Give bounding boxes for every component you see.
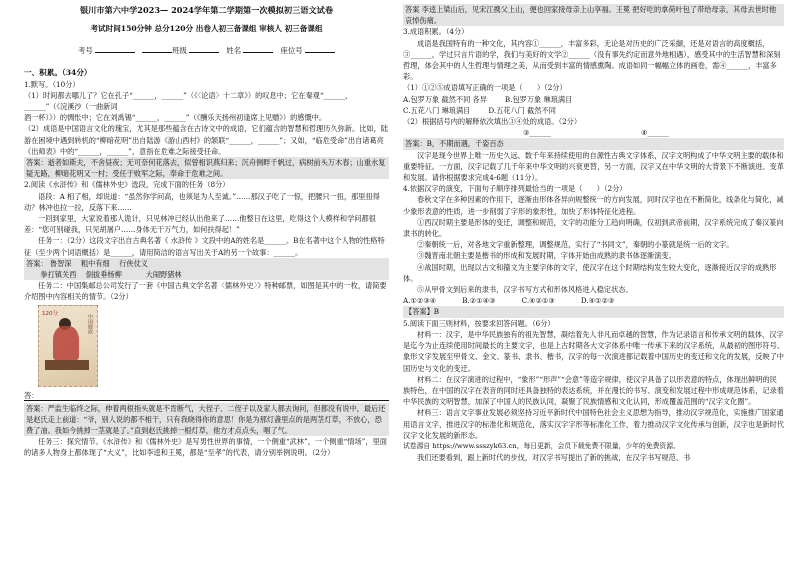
right-column [397, 0, 794, 562]
task-1-answer-item: 粗中有细 [80, 258, 110, 268]
q3-text: 成语是我国特有的一种文化，其内容①______，丰富多彩，无论是对历史的广泛采撷，还是对语言的高度概括，③______，学过只言片语的学，我们与美好的文学②______（没有事先约定而意外地相遇），感受其中的生活智慧和深刻哲理，体会其中的人生哲理与情理之美，从而受到丰富的情感熏陶。成语如同一幅幅立体的画卷，需④______，丰富多彩。 [403, 38, 781, 82]
task-1-answer-item: 鲁智深 [49, 258, 72, 268]
q4-option-c[interactable]: C.④②①③ [521, 296, 555, 306]
q4-text: 春秋文字在多种因素的作用下，逐渐由形体各异向规整统一的方向发展，同时汉字也在不断简化，线条化与简化，减少象形表意的性质，进一步削弱了字形的象形性，加快了形体特征化进程。 [403, 195, 784, 216]
exam-subtitle: 考试时间150分钟 总分120分 出卷人初三备课组 审核人 初三备课组 [90, 24, 323, 34]
task-2: 任务二：中国集邮总公司发行了一套《中国古典文学名著〈儒林外史〉》特种邮票，如图是其中的一枚，请简要介绍图中内容相关的情节。（2分） [24, 281, 387, 302]
q4-item-5: ⑤从甲骨文到后来的隶书，汉字书写方式和形体风格进入稳定状态。 [417, 285, 633, 295]
exam-title: 银川市第六中学2023— 2024学年第二学期第一次模拟初三语文试卷 [79, 5, 334, 15]
q3-sub-1: （1）①②⑤成语填写正确的一项是（ ）（2分） [403, 83, 567, 93]
stamp-area [38, 305, 389, 387]
q4-options [403, 295, 784, 306]
q2-passage-2: 一回到家里，大家说着那人诡计，只见林冲已经认出他来了……他整日在这里，吃得这个人模样和学问都很差：“您可别碰我，只见胡屠户……身体无干万气力，如何扶得起！” [24, 214, 376, 235]
final-paragraph: 我们还要看到，跟上新时代的步伐，对汉字书写提出了新的挑战，在汉字书写规范、书 [417, 453, 691, 463]
q1-answer: 答案：逝者如斯夫，不舍昼夜；无可奈何花落去，似曾相识燕归来；沉舟侧畔千帆过，病树前头万木春；山重水复疑无路，柳暗花明又一村；受任于败军之际，奉命于危难之间。 [24, 157, 389, 179]
answer-line[interactable]: 答： [24, 390, 389, 401]
q4-answer: 【答案】B [403, 306, 784, 317]
task-1: 任务一：（2分）这段文字出自古典名著《 水浒传 》文段中的A的姓名是______。B在名著中这个人物的性格特征（至少两个词语概括）是______，请用简洁的语言写出关于A的另一个故事：______。 [24, 236, 385, 257]
q3-blank-3[interactable]: ③______ [523, 128, 552, 138]
q3-heading: 3.成语积累。（4分） [403, 27, 469, 37]
source-watermark-line[interactable]: 试卷源自 https://www.ssszyk63.cn，每日更新，会员下载免费不限量，少年的免费资源。 [403, 441, 680, 450]
task-1-answer-item: 行侠仗义 [119, 258, 148, 268]
q4-item-2: ②秦朝统一后，对各地文字重新整理，调整规范，实行了“书同文”，秦朝的小篆就是统一后的文字。 [417, 240, 734, 250]
field-exam-number[interactable]: 考号 [78, 44, 135, 56]
field-class[interactable]: 班级 [142, 44, 219, 56]
field-seat[interactable]: 座位号 [280, 44, 335, 56]
q3-sub-2: （2）根据括号内的解释依次填出③④处的成语。（2分） [403, 117, 582, 127]
q3-option-d[interactable]: D.五花八门 截然不同 [488, 105, 556, 115]
q3-options-row-1 [403, 94, 784, 105]
task-1-answer-item: 倒拔垂杨柳 [85, 270, 122, 280]
q3-option-b[interactable]: B.包罗万象 琳琅满目 [504, 94, 573, 104]
q1-heading: 1.默写。（10分） [24, 79, 80, 89]
q4-option-b[interactable]: B.②①④③ [462, 296, 496, 306]
q3-blank-row [523, 127, 784, 138]
task-1-answer: 答案： 鲁智深 粗中有细 行侠仗义 [24, 258, 389, 269]
q2-passage: 语段：A 相了相，却说道：“虽然你学问高，也须是为人至诚。”……那汉子吃了一惊，把腰只一扭，那里扭得动？林冲也拉一拉，反落下来…… [24, 191, 380, 212]
q4-option-a[interactable]: A.①②③④ [403, 296, 437, 306]
material-1: 材料一：汉字，是中华民族独有的祖先智慧，凝结着先人非凡而卓越的智慧，作为记录语言和传承文明的载体，汉字是迄今为止连续使用时间最长的主要文字，也是上古时期各大文字体系中唯一传承下来的汉字系统，从最初的图形符号、象形文字发展至甲骨文、金文、篆书、隶书、楷书，汉字的每一次演进都记载着中国历史的变迁和文化的发展，反映了中国历史与文化的变迁。 [403, 329, 784, 373]
task-3-answer: 答案 李逵上梁山后，见宋江携父上山，便也回家接母亲上山享福。王冕 把好吃的拿荷叶包了带给母亲，其母去世时他哀悼伤痛。 [403, 4, 784, 26]
q1-line-3: （2）成语是中国语言文化的瑰宝，尤其是那些蕴含在古诗文中的成语，它们蕴含的智慧和哲理历久弥新。比如，陆游在困境中遇到转机的“柳暗花明”出自陆游《游山西村》的颔联“______，______”；又如，“临危受命”出自诸葛亮《出师表》中的“______，______”，意指在危难之际接受任命。 [24, 124, 388, 156]
task-3: 任务三：探究情节。《水浒传》和《儒林外史》是写男性世界的事情，一个侧重“武林”，一个侧重“情场”，里面的诸多人物身上都体现了“大义”，比如李逵和王冕，都是“至孝”的代表，请分别举例说明。（2分） [24, 437, 387, 458]
q4-item-3: ③魏晋南北朝主要是楷书的形成和发展时期，字体开始由成熟的隶书体逐渐演变。 [417, 251, 676, 261]
q4-option-d[interactable]: D.④①②③ [580, 296, 615, 306]
stamp-caption: 中国邮政 [87, 313, 93, 334]
q2-intro: 2.阅读《水浒传》和《儒林外史》选段，完成下面的任务（8分） [24, 180, 230, 190]
material-3: 材料三：语言文字事业发展必须坚持习近平新时代中国特色社会主义思想为指导，推动汉字规范化，实施推广国家通用语言文字，推进汉字的标准化和规范化，落实汉字字形等标准化工作，着力推动汉字文化传承与创新，汉字也是新时代汉字文化发展的新形态。 [403, 408, 784, 440]
q3-option-c[interactable]: C.五花八门 琳琅满目 [403, 105, 471, 115]
q3-option-a[interactable]: A.包罗万象 截然不同 各异 [403, 94, 487, 104]
task-1-answer-item: 大闹野猪林 [145, 270, 182, 280]
rulin-waishi-stamp-image [38, 305, 98, 387]
field-name[interactable]: 姓名 [226, 44, 273, 56]
task-1-answer-item: 拳打镇关西 [40, 270, 77, 280]
q3-answer: 答案：B，不期而遇，千姿百态 [403, 138, 784, 149]
q5-heading: 5.阅读下面三则材料，按要求回答问题。（6分） [403, 318, 555, 328]
q3-blank-4[interactable]: ④______ [641, 128, 670, 138]
passage-hanzi: 汉字是现今世界上唯一历史久远、数千年来持续使用的自源性古典文字体系，汉字文明构成了中华文明主要的载体和重要特征。一方面，汉字记载了几千年来中华文明的兴衰更替，另一方面，汉字又在中华文明的大背景下不断演进、变革和发展。请你根据要求完成4-6题（11分）。 [403, 150, 784, 183]
q4-heading: 4.依据汉字的演变，下面句子顺序排列最恰当的一项是（ ）（2分） [403, 184, 627, 194]
q4-item-1: ①西汉时期主要是形体的变迁，调整和规范，文字的功能分工趋向明确，仅初到武帝前期，汉字系统完成了秦汉篆向隶书的转化。 [403, 217, 784, 239]
q4-item-4: ④战国时期，出现以古文和籀文为主要字体的文字，使汉字在这个时期结构发生较大变化，逐渐接近汉字的成熟形体。 [403, 262, 777, 283]
q1-line-2: 酒一杯）》）的惆怅中；它在刘禹锡“______，______”（《酬乐天扬州初逢席上见赠》）的感慨中。 [24, 113, 327, 123]
material-2: 材料二：在汉字演进的过程中，“象形”“形声”“会意”等造字规律，使汉字具备了以形表意的特点，体现出鲜明的民族特色，在中国的汉字在表音的同时还具备独特的表达系统，并在漫长的书写、演变和发展过程中形成规范体系，记录着中华民族的文明智慧，加深了中国人的民族认同，凝聚了民族情感和文化认同，形成覆盖范围的“汉字文化圈”。 [403, 374, 784, 407]
task-2-answer: 答案：严监生临终之际，伸着两根指头就是不肯断气，大侄子、二侄子以及家人都去询问，但都没有说中，最后还是赵氏走上前道：“爷，别人说的都不相干，只有我晓得你的意思！你是为那灯盏里点的是两茎灯草，不放心，恐费了油。我如今挑掉一茎就是了。”直到赵氏挑掉一根灯草，他方才点点头，咽了气。 [24, 403, 389, 437]
stamp-value: 120分 [42, 310, 58, 317]
student-info-row [24, 44, 389, 56]
task-1-answer-line-2 [24, 269, 389, 280]
q3-options-row-2 [403, 105, 784, 116]
q1-line-1: （1）时间都去哪儿了？它在孔子“______，______”（《〈论语〉十二章》）的叹息中；它在秦观“______，______”（《浣溪沙（一曲新词 [24, 90, 353, 112]
section-1-heading: 一、积累。（34分） [24, 68, 92, 78]
